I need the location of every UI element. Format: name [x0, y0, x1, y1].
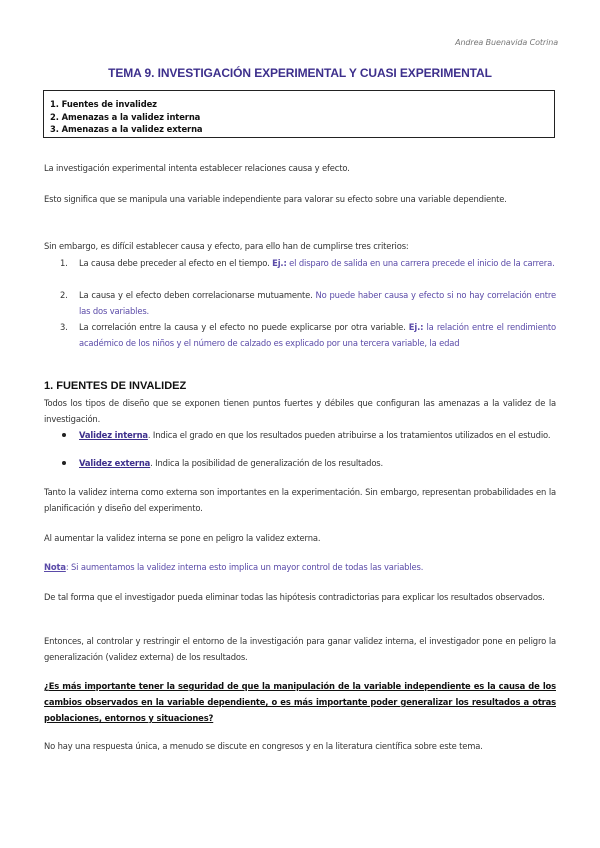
intro-paragraph-3: Sin embargo, es difícil establecer causa y efecto, para ello han de cumplirse tres criterios:	[44, 241, 409, 251]
bullet-item-internal-validity	[60, 427, 556, 443]
criteria-item-2	[60, 287, 556, 319]
criteria-note: el disparo de salida en una carrera precede el inicio de la carrera.	[286, 258, 555, 268]
term-link[interactable]: Validez interna	[79, 430, 148, 440]
example-label: Ej.:	[272, 258, 287, 268]
criteria-item-1	[60, 255, 556, 271]
note-label: Nota	[44, 562, 66, 572]
bullet-text: . Indica el grado en que los resultados pueden atribuirse a los tratamientos utilizados en el estudio.	[147, 430, 551, 440]
bullet-icon	[62, 461, 66, 465]
page-title: TEMA 9. INVESTIGACIÓN EXPERIMENTAL Y CUASI EXPERIMENTAL	[108, 66, 492, 80]
section-paragraph-6: No hay una respuesta única, a menudo se discute en congresos y en la literatura científica sobre este tema.	[44, 741, 483, 751]
criteria-item-3	[60, 319, 556, 351]
criteria-number: 1.	[60, 258, 68, 268]
criteria-text: La correlación entre la causa y el efecto no puede explicarse por otra variable.	[79, 322, 409, 332]
bullet-item-external-validity	[60, 455, 556, 471]
intro-paragraph-1: La investigación experimental intenta establecer relaciones causa y efecto.	[44, 163, 350, 173]
criteria-number: 3.	[60, 322, 68, 332]
key-question: ¿Es más importante tener la seguridad de que la manipulación de la variable independiente es la causa de los cambios observados en la variable dependiente, o es más importante poder generalizar los resultados a otras poblaciones, entornos y situaciones?	[44, 681, 556, 723]
section-paragraph-4: De tal forma que el investigador pueda eliminar todas las hipótesis contradictorias para explicar los resultados observados.	[44, 592, 545, 602]
note-paragraph	[44, 559, 556, 575]
toc-item: 1. Fuentes de invalidez	[50, 99, 157, 109]
section-paragraph-5: Entonces, al controlar y restringir el entorno de la investigación para ganar validez interna, el investigador pone en peligro la generalización (validez externa) de los resultados.	[44, 636, 556, 662]
criteria-note: la relación entre el rendimiento académico de los niños y el número de calzado es explicado por una tercera variable, la edad	[79, 322, 556, 348]
table-of-contents	[43, 90, 555, 138]
section-heading: 1. FUENTES DE INVALIDEZ	[44, 380, 187, 392]
author-header: Andrea Buenavida Cotrina	[455, 38, 558, 47]
bullet-text: . Indica la posibilidad de generalización de los resultados.	[150, 458, 384, 468]
section-paragraph-1: Todos los tipos de diseño que se exponen tienen puntos fuertes y débiles que configuran las amenazas a la validez de la investigación.	[44, 398, 556, 424]
bullet-icon	[62, 433, 66, 437]
intro-paragraph-2: Esto significa que se manipula una variable independiente para valorar su efecto sobre una variable dependiente.	[44, 194, 507, 204]
section-paragraph-3: Al aumentar la validez interna se pone en peligro la validez externa.	[44, 533, 321, 543]
term-link[interactable]: Validez externa	[79, 458, 151, 468]
toc-item: 2. Amenazas a la validez interna	[50, 111, 201, 122]
criteria-note: No puede haber causa y efecto si no hay correlación entre las dos variables.	[79, 290, 556, 316]
toc-item: 3. Amenazas a la validez externa	[50, 124, 203, 134]
criteria-number: 2.	[60, 290, 68, 300]
note-text: : Si aumentamos la validez interna esto implica un mayor control de todas las variables.	[65, 562, 424, 572]
criteria-text: La causa debe preceder al efecto en el tiempo.	[79, 258, 273, 268]
example-label: Ej.:	[408, 322, 424, 332]
section-paragraph-2: Tanto la validez interna como externa son importantes en la experimentación. Sin embargo, representan probabilidades en la planificación y diseño del experimento.	[44, 487, 556, 513]
criteria-text: La causa y el efecto deben correlacionarse mutuamente.	[79, 290, 316, 300]
